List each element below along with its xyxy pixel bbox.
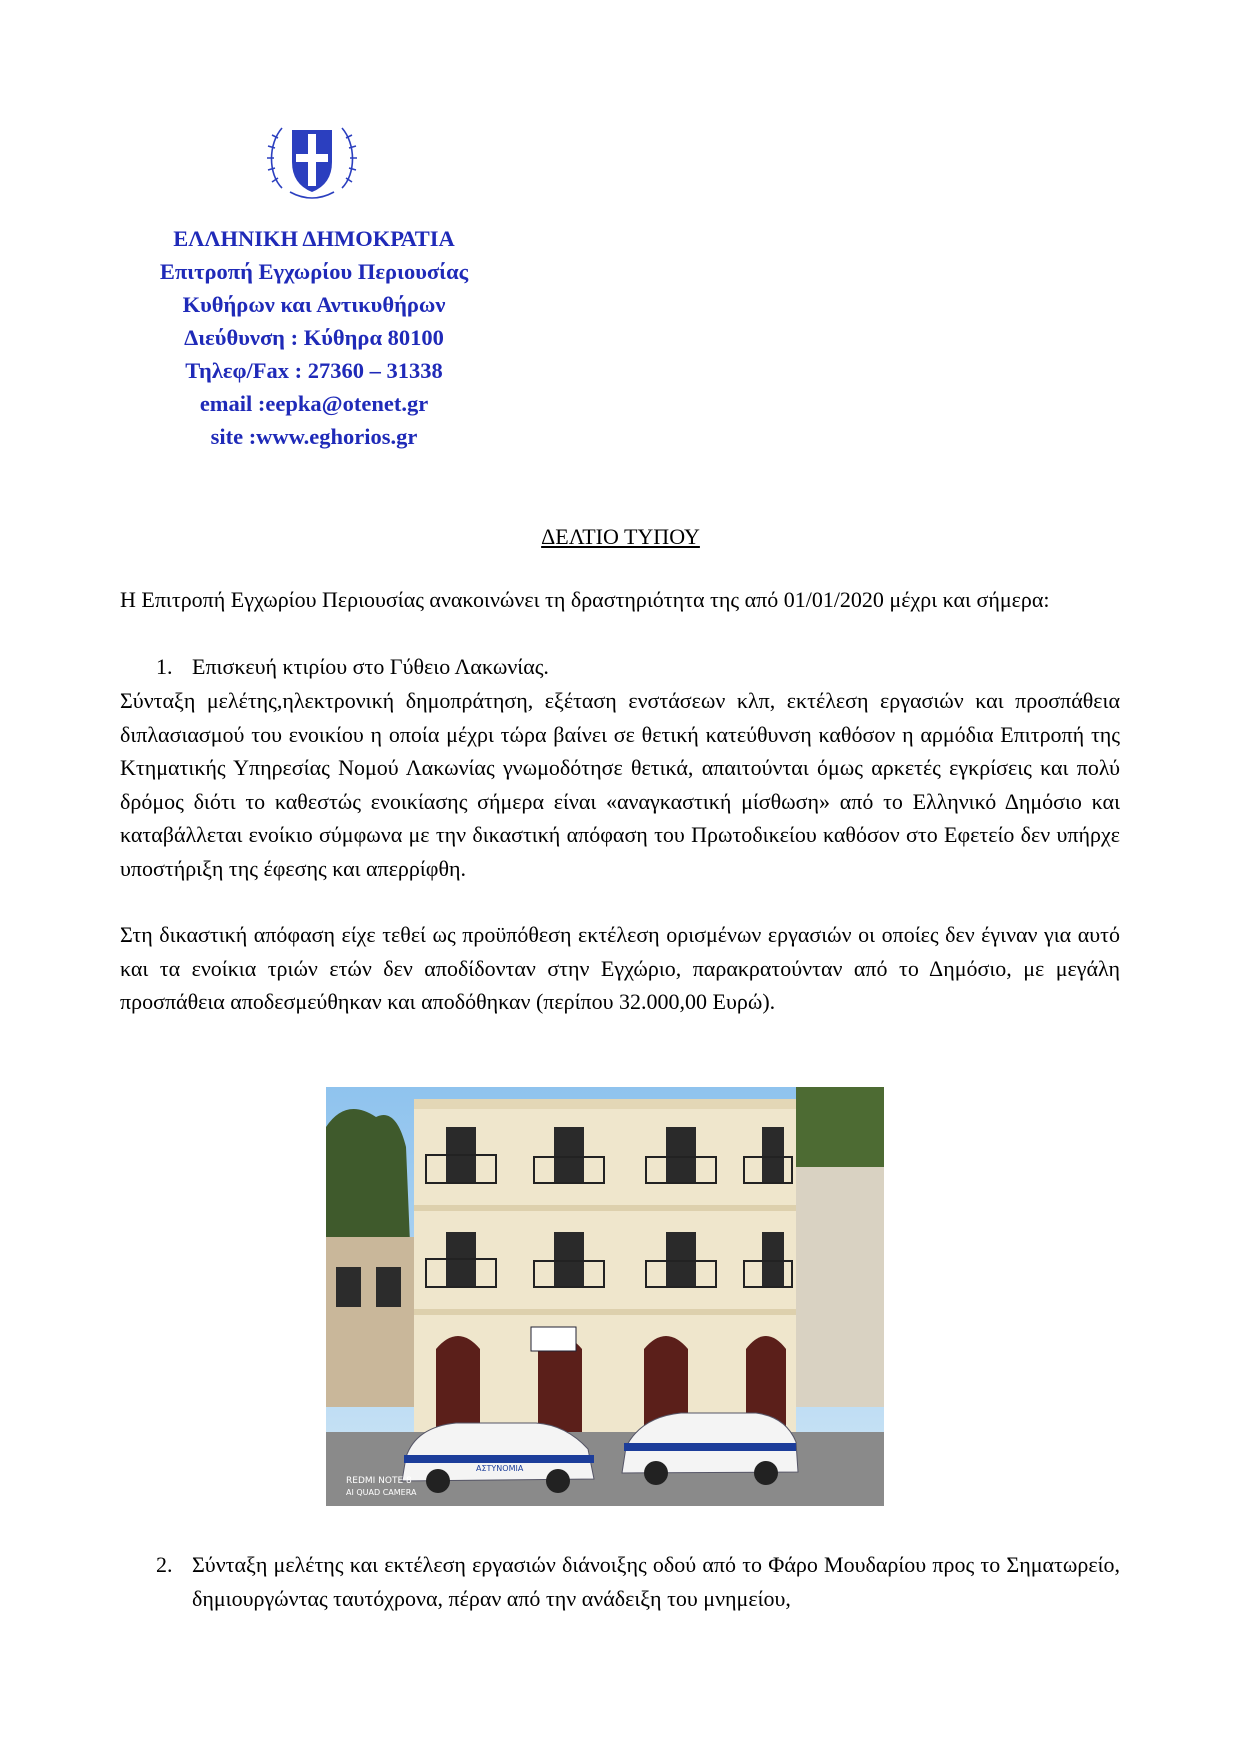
list-item-2 bbox=[120, 1548, 1120, 1615]
body-paragraph-2: Στη δικαστική απόφαση είχε τεθεί ως προϋπόθεση εκτέλεση ορισμένων εργασιών οι οποίες δεν έγιναν για αυτό και τα ενοίκια τριών ετών δεν αποδίδονταν στην Εγχώριο, παρακρατούνταν από το Δημόσιο, με μεγάλη προσπάθεια αποδεσμεύθηκαν και αποδόθηκαν (περίπου 32.000,00 Ευρώ). bbox=[120, 922, 1120, 1014]
list-item-1 bbox=[120, 650, 1120, 684]
letterhead bbox=[120, 222, 508, 453]
list-item-text: Σύνταξη μελέτης και εκτέλεση εργασιών διάνοιξης οδού από το Φάρο Μουδαρίου προς το Σηματωρείο, δημιουργώντας ταυτόχρονα, πέραν από την ανάδειξη του μνημείου, bbox=[192, 1552, 1120, 1611]
letterhead-org-line2: Κυθήρων και Αντικυθήρων bbox=[182, 292, 446, 317]
greek-coat-of-arms-emblem bbox=[262, 118, 362, 208]
list-item-number: 2. bbox=[156, 1552, 173, 1577]
letterhead-country: ΕΛΛΗΝΙΚΗ ΔΗΜΟΚΡΑΤΙΑ bbox=[173, 226, 455, 251]
letterhead-address: Διεύθυνση : Κύθηρα 80100 bbox=[184, 325, 444, 350]
building-photo bbox=[326, 1087, 884, 1506]
letterhead-email: email :eepka@otenet.gr bbox=[199, 391, 429, 416]
car-label: ΑΣΤΥΝΟΜΙΑ bbox=[476, 1464, 524, 1473]
camera-watermark-line2: AI QUAD CAMERA bbox=[346, 1488, 417, 1497]
letterhead-site: site :www.eghorios.gr bbox=[210, 424, 418, 449]
list-item-title: Επισκευή κτιρίου στο Γύθειο Λακωνίας. bbox=[192, 654, 549, 679]
letterhead-phone: Τηλεφ/Fax : 27360 – 31338 bbox=[185, 358, 443, 383]
document-title: ΔΕΛΤΙΟ ΤΥΠΟΥ bbox=[541, 524, 700, 549]
letterhead-org-line1: Επιτροπή Εγχωρίου Περιουσίας bbox=[159, 259, 469, 284]
intro-paragraph: Η Επιτροπή Εγχωρίου Περιουσίας ανακοινώνει τη δραστηριότητα της από 01/01/2020 μέχρι και σήμερα: bbox=[120, 587, 1050, 612]
body-paragraph-1: Σύνταξη μελέτης,ηλεκτρονική δημοπράτηση, εξέταση ενστάσεων κλπ, εκτέλεση εργασιών και προσπάθεια διπλασιασμού του ενοικίου η οποία μέχρι τώρα βαίνει σε θετική κατεύθυνση καθόσον η αρμόδια Επιτροπή της Κτηματικής Υπηρεσίας Νομού Λακωνίας γνωμοδότησε θετικά, απαιτούνται όμως αρκετές εγκρίσεις και πολύ δρόμος διότι το καθεστώς ενοικίασης σήμερα είναι «αναγκαστική μίσθωση» από το Ελληνικό Δημόσιο και καταβάλλεται ενοίκιο σύμφωνα με την δικαστική απόφαση του Πρωτοδικείου καθόσον στο Εφετείο δεν υπήρχε υποστήριξη της έφεσης και απερρίφθη. bbox=[120, 688, 1120, 881]
list-item-number: 1. bbox=[156, 654, 173, 679]
camera-watermark-line1: REDMI NOTE 8 bbox=[346, 1476, 412, 1486]
